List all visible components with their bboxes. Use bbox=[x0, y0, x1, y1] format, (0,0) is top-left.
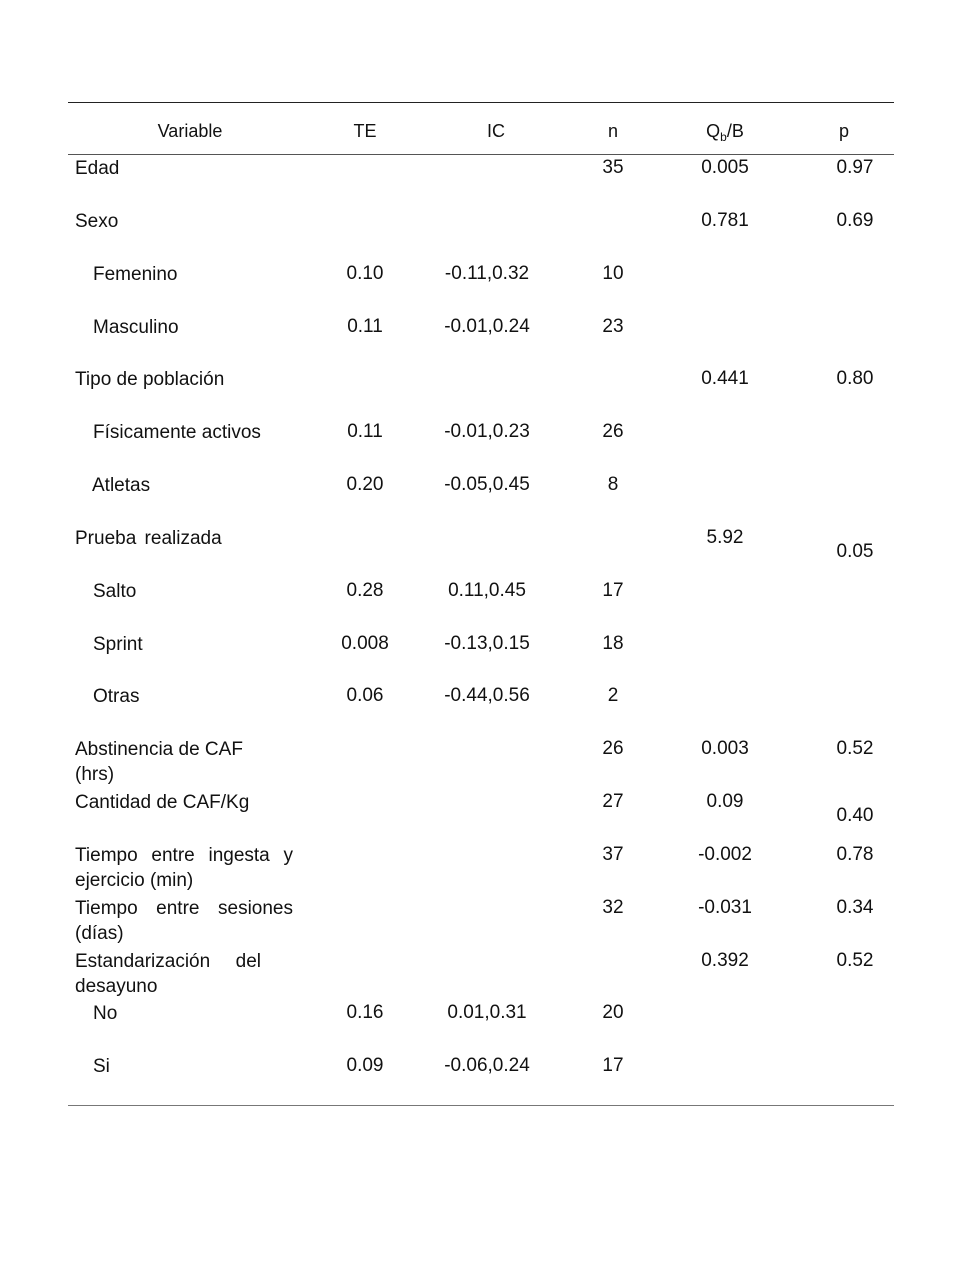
table-cell-n: 26 bbox=[602, 421, 624, 442]
table-row-variable: Cantidad de CAF/Kg bbox=[75, 792, 250, 813]
table-row-variable: Atletas bbox=[92, 475, 151, 496]
table-header-rule bbox=[68, 154, 894, 155]
table-cell-ic: -0.44,0.56 bbox=[444, 685, 530, 706]
table-row-variable: Abstinencia de CAF (hrs) bbox=[75, 739, 243, 785]
table-cell-n: 26 bbox=[602, 738, 624, 759]
table-cell-ic: -0.13,0.15 bbox=[444, 633, 530, 654]
table-row-variable: Masculino bbox=[93, 317, 179, 338]
table-cell-n: 35 bbox=[602, 157, 624, 178]
header-qb bbox=[706, 120, 744, 142]
table-cell-p: 0.34 bbox=[836, 897, 874, 918]
table-cell-te: 0.28 bbox=[346, 580, 384, 601]
table-cell-p: 0.05 bbox=[836, 541, 874, 562]
table-cell-qb: 0.005 bbox=[701, 157, 749, 178]
table-cell-n: 2 bbox=[607, 685, 619, 706]
table-cell-qb: 0.441 bbox=[701, 368, 749, 389]
table-cell-p: 0.69 bbox=[836, 210, 874, 231]
header-qb-subscript: b bbox=[720, 130, 727, 144]
table-cell-n: 37 bbox=[602, 844, 624, 865]
table-row-variable: Edad bbox=[75, 158, 120, 179]
table-row-variable: Si bbox=[93, 1056, 110, 1077]
table-cell-te: 0.06 bbox=[346, 685, 384, 706]
table-cell-qb: 0.003 bbox=[701, 738, 749, 759]
table-cell-te: 0.09 bbox=[346, 1055, 384, 1076]
table-cell-te: 0.16 bbox=[346, 1002, 384, 1023]
header-n: n bbox=[607, 121, 619, 141]
table-top-rule bbox=[68, 102, 894, 103]
table-cell-n: 18 bbox=[602, 633, 624, 654]
table-row-variable: No bbox=[93, 1003, 118, 1024]
table-cell-p: 0.78 bbox=[836, 844, 874, 865]
table-row-variable: Tiempo entre sesiones (días) bbox=[75, 898, 293, 944]
table-cell-te: 0.11 bbox=[347, 421, 383, 442]
table-cell-n: 17 bbox=[602, 580, 624, 601]
table-row-variable: Físicamente activos bbox=[93, 422, 261, 443]
table-cell-qb: 0.781 bbox=[701, 210, 749, 231]
table-row-variable: Sprint bbox=[93, 634, 143, 655]
table-cell-n: 27 bbox=[602, 791, 624, 812]
table-cell-te: 0.11 bbox=[347, 316, 383, 337]
header-variable: Variable bbox=[157, 121, 223, 141]
table-cell-n: 17 bbox=[602, 1055, 624, 1076]
table-cell-qb: -0.002 bbox=[698, 844, 752, 865]
table-cell-ic: -0.06,0.24 bbox=[444, 1055, 530, 1076]
header-qb-tail: /B bbox=[726, 121, 744, 141]
table-cell-p: 0.97 bbox=[836, 157, 874, 178]
table-cell-ic: -0.11,0.32 bbox=[444, 263, 530, 284]
table-cell-p: 0.52 bbox=[836, 950, 874, 971]
table-cell-qb: 5.92 bbox=[706, 527, 744, 548]
table-cell-qb: 0.392 bbox=[701, 950, 749, 971]
table-cell-n: 32 bbox=[602, 897, 624, 918]
header-p: p bbox=[838, 121, 850, 141]
table-cell-p: 0.52 bbox=[836, 738, 874, 759]
table-cell-n: 23 bbox=[602, 316, 624, 337]
table-cell-p: 0.40 bbox=[836, 805, 874, 826]
table-cell-n: 20 bbox=[602, 1002, 624, 1023]
table-row-variable: Sexo bbox=[75, 211, 119, 232]
table-cell-ic: -0.05,0.45 bbox=[444, 474, 530, 495]
table-cell-ic: -0.01,0.23 bbox=[444, 421, 530, 442]
table-row-variable: Estandarización del desayuno bbox=[75, 951, 261, 997]
table-row-variable: Tipo de población bbox=[75, 369, 225, 390]
header-te: TE bbox=[353, 121, 377, 141]
table-cell-ic: 0.01,0.31 bbox=[447, 1002, 527, 1023]
table-cell-n: 10 bbox=[602, 263, 624, 284]
table-cell-qb: -0.031 bbox=[698, 897, 752, 918]
table-row-variable: Tiempo entre ingesta y ejercicio (min) bbox=[75, 845, 293, 891]
table-cell-qb: 0.09 bbox=[706, 791, 744, 812]
table-row-variable: Otras bbox=[93, 686, 140, 707]
header-ic: IC bbox=[487, 121, 505, 141]
table-bottom-rule bbox=[68, 1105, 894, 1106]
table-cell-te: 0.008 bbox=[341, 633, 389, 654]
table-row-variable: Femenino bbox=[93, 264, 178, 285]
table-cell-te: 0.20 bbox=[346, 474, 384, 495]
table-cell-ic: -0.01,0.24 bbox=[444, 316, 530, 337]
table-row-variable: Salto bbox=[93, 581, 137, 602]
table-cell-te: 0.10 bbox=[346, 263, 384, 284]
table-cell-ic: 0.11,0.45 bbox=[448, 580, 526, 601]
table-row-variable: Prueba realizada bbox=[75, 528, 222, 549]
header-qb-main: Q bbox=[706, 121, 721, 141]
table-cell-p: 0.80 bbox=[836, 368, 874, 389]
table-cell-n: 8 bbox=[607, 474, 619, 495]
